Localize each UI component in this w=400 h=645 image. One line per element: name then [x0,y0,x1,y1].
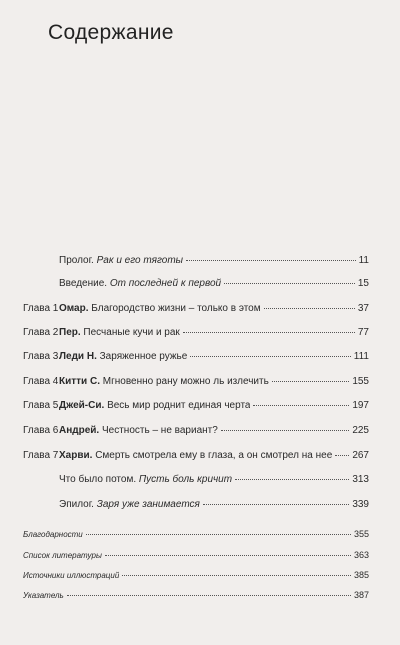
entry-title [59,374,269,390]
entry-title [59,253,183,269]
toc-entry[interactable] [0,448,400,464]
page-title: Содержание [48,21,174,44]
chapter-number: Глава 7 [23,450,59,461]
page-number: 77 [357,327,369,338]
entry-lead: Харви. [59,450,93,461]
page-number: 225 [352,425,369,436]
entry-title [59,276,221,292]
page-number: 11 [358,255,369,266]
entry-title [59,301,261,317]
entry-title [59,497,200,513]
entry-subtitle: Смерть смотрела ему в глаза, а он смотрел на нее [95,450,333,461]
entry-subtitle: Песчаные кучи и рак [83,327,180,338]
entry-title [59,472,232,488]
toc-entry[interactable] [0,497,400,513]
dot-leader [203,504,349,505]
chapter-number: Глава 5 [23,400,59,411]
chapter-number: Глава 2 [23,327,59,338]
toc-entry[interactable] [0,301,400,317]
entry-lead: Что было потом. [59,474,137,485]
entry-line [59,325,369,341]
page-number: 37 [357,303,369,314]
toc-entry[interactable] [0,276,400,292]
toc-entry[interactable] [0,253,400,269]
back-matter-entry[interactable] [0,567,400,583]
entry-title: Источники иллюстраций [23,571,120,580]
entry-line [23,547,369,564]
dot-leader [335,455,349,456]
entry-line [23,567,369,584]
entry-lead: Омар. [59,303,89,314]
entry-subtitle: Благородство жизни – только в этом [91,303,261,314]
entry-line [59,423,369,439]
toc-entry[interactable] [0,349,400,365]
entry-subtitle: Заряженное ружье [99,351,188,362]
entry-lead: Пролог. [59,255,94,266]
page-number: 155 [352,376,369,387]
entry-lead: Джей-Си. [59,400,105,411]
entry-line [23,587,369,604]
page-number: 363 [353,550,369,560]
entry-line [59,349,369,365]
entry-line [23,526,369,543]
entry-line [59,374,369,390]
entry-lead: Введение. [59,278,108,289]
page-number: 387 [353,590,369,600]
page-number: 339 [352,499,369,510]
page-number: 15 [357,278,369,289]
page-number: 313 [352,474,369,485]
entry-title [59,349,187,365]
entry-line [59,398,369,414]
page-number: 197 [352,400,369,411]
entry-title: Благодарности [23,530,83,539]
chapter-number: Глава 6 [23,425,59,436]
chapter-number: Глава 1 [23,303,59,314]
dot-leader [186,260,356,261]
entry-line [59,497,369,513]
toc-entry[interactable] [0,325,400,341]
entry-subtitle: Мгновенно рану можно ль излечить [102,376,269,387]
entry-line [59,472,369,488]
back-matter-entry[interactable] [0,547,400,563]
entry-title: Список литературы [23,551,102,560]
entry-subtitle: Пусть боль кричит [138,474,233,485]
dot-leader [190,356,350,357]
entry-lead: Андрей. [59,425,100,436]
dot-leader [272,381,350,382]
dot-leader [264,308,355,309]
page-number: 385 [353,570,369,580]
dot-leader [105,555,351,556]
entry-line [59,253,369,269]
dot-leader [86,534,351,535]
dot-leader [67,595,351,596]
page-number: 111 [353,351,369,362]
entry-lead: Леди Н. [59,351,97,362]
entry-title [59,423,218,439]
entry-title: Указатель [23,591,64,600]
entry-subtitle: Заря уже занимается [96,499,200,510]
toc-entry[interactable] [0,374,400,390]
dot-leader [221,430,350,431]
toc-entry[interactable] [0,398,400,414]
entry-title [59,448,332,464]
entry-subtitle: Весь мир роднит единая черта [107,400,251,411]
entry-line [59,448,369,464]
dot-leader [235,479,349,480]
entry-line [59,276,369,292]
entry-subtitle: От последней к первой [109,278,222,289]
dot-leader [122,575,351,576]
back-matter-entry[interactable] [0,526,400,542]
entry-lead: Эпилог. [59,499,94,510]
page-number: 355 [353,529,369,539]
dot-leader [224,283,355,284]
entry-title [59,325,180,341]
chapter-number: Глава 4 [23,376,59,387]
toc-entry[interactable] [0,423,400,439]
dot-leader [253,405,349,406]
page-number: 267 [352,450,369,461]
entry-subtitle: Рак и его тяготы [96,255,184,266]
entry-title [59,398,250,414]
entry-line [59,301,369,317]
entry-lead: Пер. [59,327,81,338]
back-matter-entry[interactable] [0,587,400,603]
entry-subtitle: Честность – не вариант? [102,425,218,436]
chapter-number: Глава 3 [23,351,59,362]
dot-leader [183,332,355,333]
entry-lead: Китти С. [59,376,100,387]
toc-entry[interactable] [0,472,400,488]
